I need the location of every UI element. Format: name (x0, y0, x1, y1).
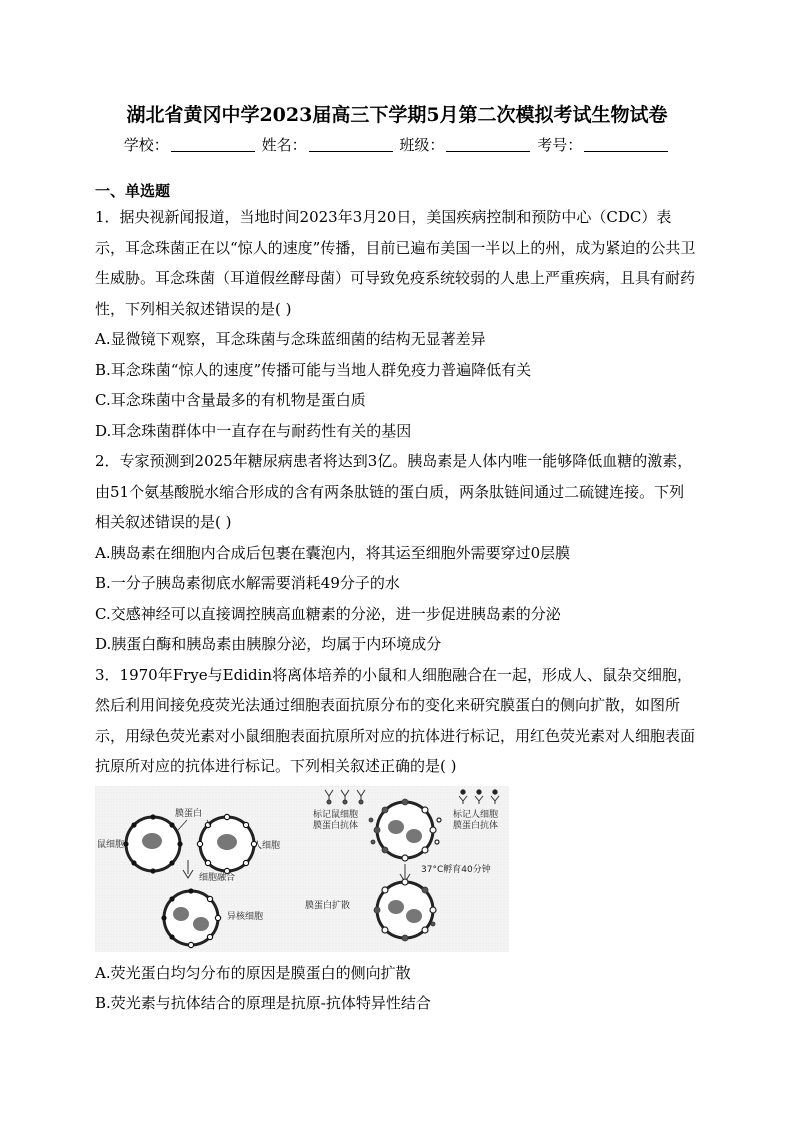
option-b: B.一分子胰岛素彻底水解需要消耗49分子的水 (95, 574, 400, 592)
label-heterokaryon: 异核细胞 (227, 911, 264, 922)
question-2 (95, 446, 699, 660)
page-title: 湖北省黄冈中学2023届高三下学期5月第二次模拟考试生物试卷 (126, 104, 668, 126)
label-membrane-protein: 膜蛋白 (175, 808, 203, 819)
question-3 (95, 660, 699, 1019)
label-mark-mouse-2: 膜蛋白抗体 (313, 820, 359, 831)
question-stem: 3．1970年Frye与Edidin将离体培养的小鼠和人细胞融合在一起，形成人、鼠杂交细胞，然后利用间接免疫荧光法通过细胞表面抗原分布的变化来研究膜蛋白的侧向扩散，如图所示，用绿色荧光素对小鼠细胞表面抗原所对应的抗体进行标记，用红色荧光素对人细胞表面抗原所对应的抗体进行标记。下列相关叙述正确的是( ) (95, 665, 696, 775)
section-heading: 一、单选题 (95, 182, 171, 200)
option-b: B.耳念珠菌“惊人的速度”传播可能与当地人群免疫力普遍降低有关 (95, 360, 532, 379)
label-mark-mouse-1: 标记鼠细胞 (313, 809, 359, 820)
option-c: C.交感神经可以直接调控胰高血糖素的分泌，进一步促进胰岛素的分泌 (95, 604, 561, 623)
label-mouse-cell: 鼠细胞 (97, 839, 125, 850)
option-d: D.耳念珠菌群体中一直存在与耐药性有关的基因 (95, 421, 412, 440)
option-b: B.荧光素与抗体结合的原理是抗原-抗体特异性结合 (95, 994, 431, 1012)
questions (95, 202, 699, 1019)
option-a: A.胰岛素在细胞内合成后包裹在囊泡内，将其运至细胞外需要穿过0层膜 (95, 543, 571, 562)
cell-fusion-diagram (95, 786, 509, 952)
option-a: A.荧光蛋白均匀分布的原因是膜蛋白的侧向扩散 (95, 963, 411, 982)
label-protein-diffusion: 膜蛋白扩散 (305, 900, 351, 911)
heterokaryon-cell (161, 888, 220, 947)
school-label: 学校： (123, 136, 169, 154)
name-blank[interactable] (309, 137, 393, 152)
number-blank[interactable] (584, 137, 668, 152)
class-label: 班级： (399, 136, 445, 154)
question-1 (95, 202, 699, 446)
student-info-line (0, 135, 794, 155)
name-label: 姓名： (261, 136, 307, 154)
diffused-heterokaryon (374, 879, 436, 941)
label-cell-fusion: 细胞融合 (199, 872, 236, 883)
question-stem: 2．专家预测到2025年糖尿病患者将达到3亿。胰岛素是人体内唯一能够降低血糖的激素，由51个氨基酸脱水缩合形成的含有两条肽链的蛋白质，两条肽链间通过二硫键连接。下列相关叙述错误的是( ) (95, 452, 693, 531)
mouse-cell (123, 814, 182, 873)
option-a: A.显微镜下观察，耳念珠菌与念珠蓝细菌的结构无显著差异 (95, 330, 486, 348)
option-c: C.耳念珠菌中含量最多的有机物是蛋白质 (95, 391, 366, 409)
school-blank[interactable] (171, 137, 255, 152)
cell-fusion-figure (95, 786, 509, 952)
label-mark-human-2: 膜蛋白抗体 (453, 820, 499, 831)
class-blank[interactable] (446, 137, 530, 152)
label-human-cell: 人细胞 (253, 840, 281, 851)
number-label: 考号： (537, 136, 583, 154)
question-stem: 1．据央视新闻报道，当地时间2023年3月20日，美国疾病控制和预防中心（CDC）表示，耳念珠菌正在以“惊人的速度”传播，目前已遍布美国一半以上的州，成为紧迫的公共卫生威胁。耳念珠菌（耳道假丝酵母菌）可导致免疫系统较弱的人患上严重疾病，且具有耐药性，下列相关叙述错误的是( ) (95, 208, 696, 318)
label-mark-human-1: 标记人细胞 (453, 809, 499, 820)
option-d: D.胰蛋白酶和胰岛素由胰腺分泌，均属于内环境成分 (95, 635, 442, 653)
human-cell (197, 814, 256, 873)
label-incubate: 37°C孵育40分钟 (421, 864, 491, 875)
